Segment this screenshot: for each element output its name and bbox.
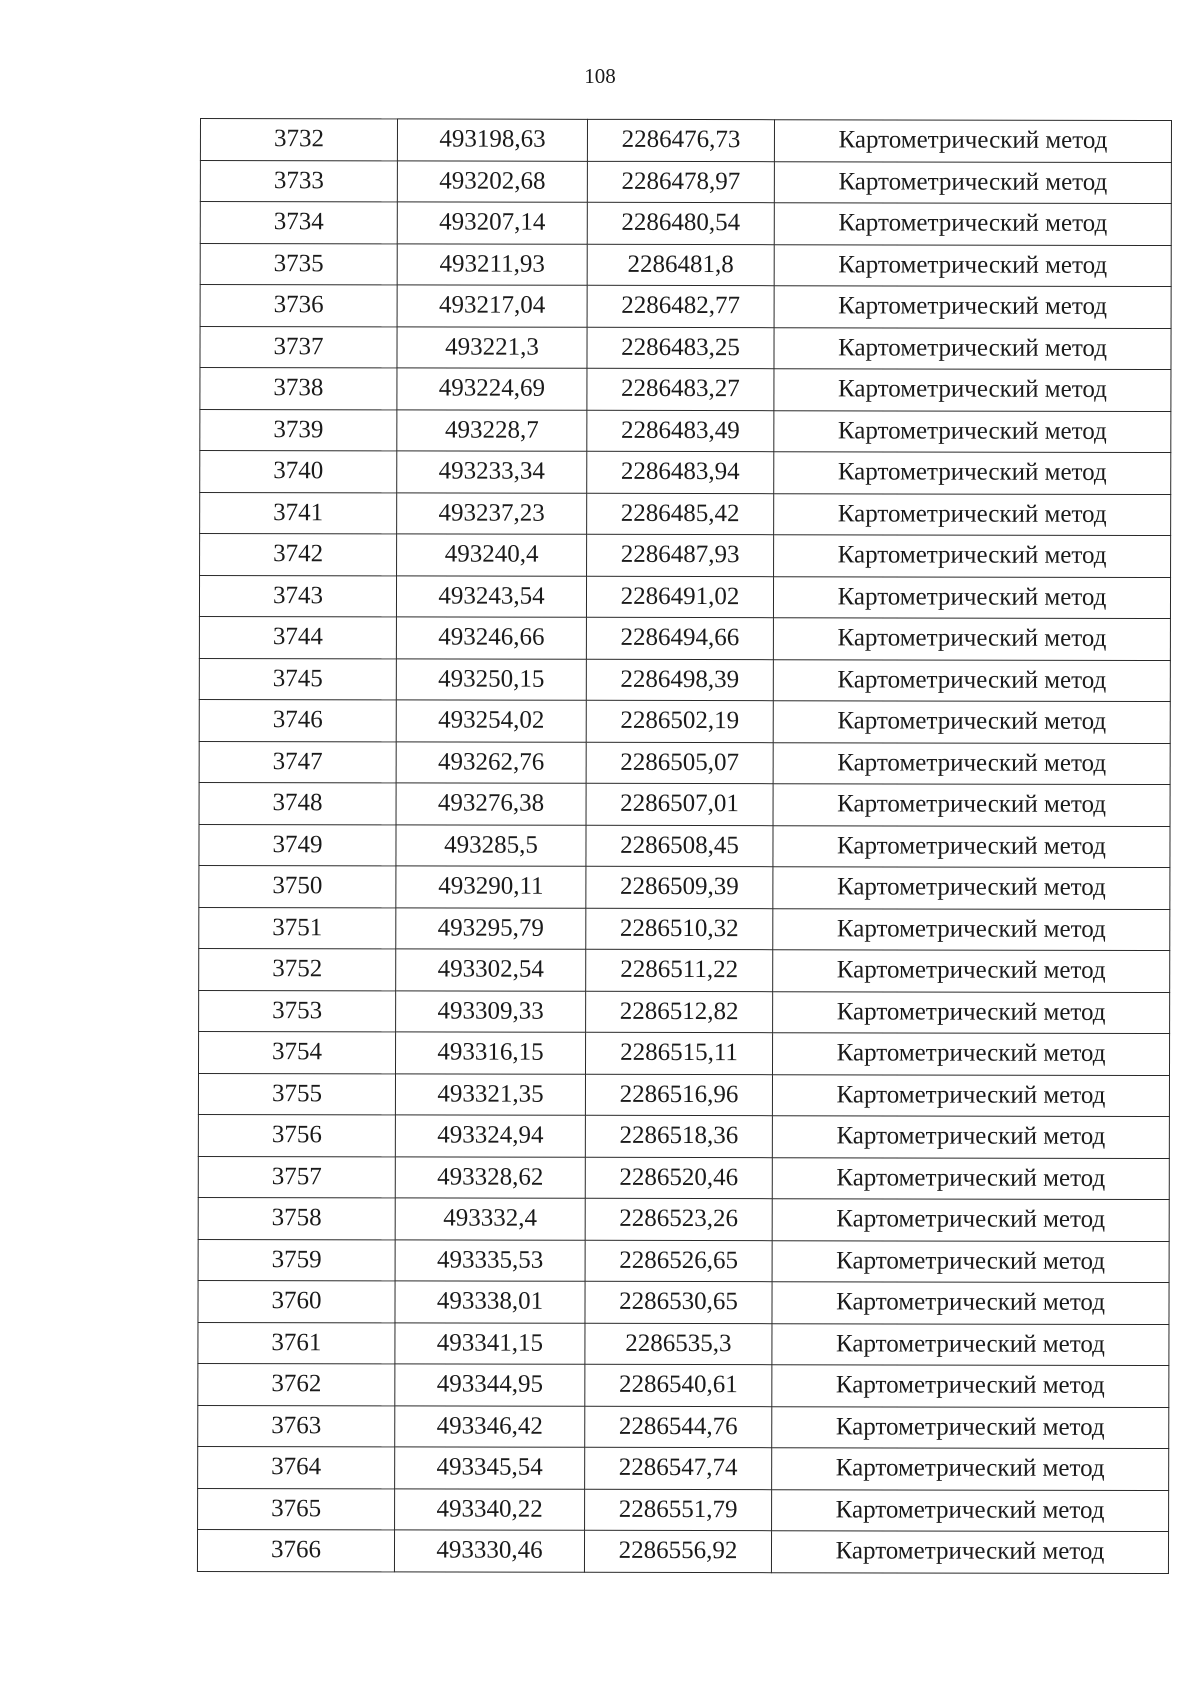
method-cell: Картометрический метод [773, 784, 1170, 826]
point-number-cell: 3743 [199, 575, 396, 617]
point-number-cell: 3756 [198, 1114, 395, 1156]
y-coordinate-cell: 2286494,66 [586, 617, 773, 659]
x-coordinate-cell: 493254,02 [396, 700, 586, 742]
method-cell: Картометрический метод [772, 1240, 1169, 1282]
point-number-cell: 3761 [198, 1322, 395, 1364]
x-coordinate-cell: 493228,7 [397, 409, 587, 451]
table-row [199, 741, 1170, 785]
y-coordinate-cell: 2286476,73 [587, 119, 774, 161]
method-cell: Картометрический метод [773, 825, 1170, 867]
point-number-cell: 3735 [200, 243, 397, 285]
x-coordinate-cell: 493202,68 [397, 160, 587, 202]
point-number-cell: 3738 [200, 368, 397, 410]
method-cell: Картометрический метод [771, 1531, 1168, 1573]
table-row [198, 1322, 1169, 1366]
table-row [200, 202, 1171, 246]
table-row [199, 907, 1170, 951]
table-row [200, 492, 1171, 536]
method-cell: Картометрический метод [774, 203, 1171, 245]
method-cell: Картометрический метод [772, 1489, 1169, 1531]
x-coordinate-cell: 493246,66 [396, 617, 586, 659]
x-coordinate-cell: 493285,5 [396, 824, 586, 866]
x-coordinate-cell: 493302,54 [396, 949, 586, 991]
y-coordinate-cell: 2286535,3 [585, 1323, 772, 1365]
point-number-cell: 3765 [198, 1488, 395, 1530]
x-coordinate-cell: 493340,22 [395, 1488, 585, 1530]
method-cell: Картометрический метод [773, 991, 1170, 1033]
method-cell: Картометрический метод [774, 493, 1171, 535]
table-row [199, 824, 1170, 868]
x-coordinate-cell: 493346,42 [395, 1405, 585, 1447]
table-row [198, 1239, 1169, 1283]
y-coordinate-cell: 2286483,25 [587, 327, 774, 369]
x-coordinate-cell: 493243,54 [396, 575, 586, 617]
y-coordinate-cell: 2286512,82 [586, 991, 773, 1033]
y-coordinate-cell: 2286508,45 [586, 825, 773, 867]
table-row [199, 865, 1170, 909]
method-cell: Картометрический метод [772, 1199, 1169, 1241]
point-number-cell: 3748 [199, 782, 396, 824]
method-cell: Картометрический метод [774, 452, 1171, 494]
x-coordinate-cell: 493262,76 [396, 741, 586, 783]
y-coordinate-cell: 2286544,76 [585, 1406, 772, 1448]
method-cell: Картометрический метод [772, 1448, 1169, 1490]
point-number-cell: 3741 [200, 492, 397, 534]
method-cell: Картометрический метод [774, 327, 1171, 369]
y-coordinate-cell: 2286502,19 [586, 700, 773, 742]
table-row [200, 368, 1171, 412]
point-number-cell: 3762 [198, 1363, 395, 1405]
method-cell: Картометрический метод [773, 950, 1170, 992]
x-coordinate-cell: 493344,95 [395, 1364, 585, 1406]
x-coordinate-cell: 493240,4 [397, 534, 587, 576]
y-coordinate-cell: 2286483,49 [587, 410, 774, 452]
y-coordinate-cell: 2286511,22 [586, 949, 773, 991]
point-number-cell: 3764 [198, 1446, 395, 1488]
y-coordinate-cell: 2286483,94 [587, 451, 774, 493]
table-row [198, 1031, 1169, 1075]
y-coordinate-cell: 2286551,79 [585, 1489, 772, 1531]
point-number-cell: 3751 [199, 907, 396, 949]
point-number-cell: 3739 [200, 409, 397, 451]
x-coordinate-cell: 493290,11 [396, 866, 586, 908]
point-number-cell: 3766 [197, 1529, 394, 1571]
x-coordinate-cell: 493207,14 [397, 202, 587, 244]
y-coordinate-cell: 2286556,92 [584, 1530, 771, 1572]
point-number-cell: 3733 [200, 160, 397, 202]
y-coordinate-cell: 2286485,42 [587, 493, 774, 535]
table-row [200, 409, 1171, 453]
method-cell: Картометрический метод [773, 576, 1170, 618]
method-cell: Картометрический метод [772, 1157, 1169, 1199]
y-coordinate-cell: 2286510,32 [586, 908, 773, 950]
table-row [200, 119, 1171, 163]
point-number-cell: 3749 [199, 824, 396, 866]
x-coordinate-cell: 493338,01 [395, 1281, 585, 1323]
y-coordinate-cell: 2286515,11 [585, 1032, 772, 1074]
x-coordinate-cell: 493332,4 [395, 1198, 585, 1240]
method-cell: Картометрический метод [774, 120, 1171, 162]
table-row [200, 451, 1171, 495]
table-row [198, 1156, 1169, 1200]
table-row [199, 699, 1170, 743]
table-row [200, 326, 1171, 370]
y-coordinate-cell: 2286518,36 [585, 1115, 772, 1157]
point-number-cell: 3753 [199, 990, 396, 1032]
x-coordinate-cell: 493328,62 [395, 1156, 585, 1198]
point-number-cell: 3750 [199, 865, 396, 907]
method-cell: Картометрический метод [772, 1074, 1169, 1116]
table-row [200, 243, 1171, 287]
point-number-cell: 3760 [198, 1280, 395, 1322]
y-coordinate-cell: 2286547,74 [585, 1447, 772, 1489]
point-number-cell: 3752 [199, 948, 396, 990]
method-cell: Картометрический метод [772, 1406, 1169, 1448]
y-coordinate-cell: 2286530,65 [585, 1281, 772, 1323]
method-cell: Картометрический метод [772, 1116, 1169, 1158]
point-number-cell: 3737 [200, 326, 397, 368]
x-coordinate-cell: 493341,15 [395, 1322, 585, 1364]
table-row [198, 1280, 1169, 1324]
method-cell: Картометрический метод [772, 1323, 1169, 1365]
method-cell: Картометрический метод [773, 867, 1170, 909]
x-coordinate-cell: 493237,23 [397, 492, 587, 534]
y-coordinate-cell: 2286498,39 [586, 659, 773, 701]
method-cell: Картометрический метод [774, 286, 1171, 328]
method-cell: Картометрический метод [772, 1282, 1169, 1324]
point-number-cell: 3763 [198, 1405, 395, 1447]
method-cell: Картометрический метод [773, 742, 1170, 784]
coordinates-table-body [197, 119, 1171, 1574]
table-row [199, 658, 1170, 702]
point-number-cell: 3742 [200, 534, 397, 576]
table-row [198, 1073, 1169, 1117]
table-row [198, 1405, 1169, 1449]
point-number-cell: 3744 [199, 616, 396, 658]
table-row [199, 616, 1170, 660]
table-row [199, 948, 1170, 992]
point-number-cell: 3747 [199, 741, 396, 783]
y-coordinate-cell: 2286481,8 [587, 244, 774, 286]
x-coordinate-cell: 493330,46 [394, 1530, 584, 1572]
x-coordinate-cell: 493295,79 [396, 907, 586, 949]
x-coordinate-cell: 493321,35 [395, 1073, 585, 1115]
table-row [199, 782, 1170, 826]
point-number-cell: 3746 [199, 699, 396, 741]
method-cell: Картометрический метод [774, 535, 1171, 577]
page-number: 108 [584, 64, 616, 88]
x-coordinate-cell: 493217,04 [397, 285, 587, 327]
point-number-cell: 3734 [200, 202, 397, 244]
y-coordinate-cell: 2286483,27 [587, 368, 774, 410]
y-coordinate-cell: 2286505,07 [586, 742, 773, 784]
x-coordinate-cell: 493221,3 [397, 326, 587, 368]
method-cell: Картометрический метод [774, 161, 1171, 203]
y-coordinate-cell: 2286516,96 [585, 1074, 772, 1116]
x-coordinate-cell: 493324,94 [395, 1115, 585, 1157]
x-coordinate-cell: 493224,69 [397, 368, 587, 410]
point-number-cell: 3740 [200, 451, 397, 493]
table-row [198, 1114, 1169, 1158]
x-coordinate-cell: 493233,34 [397, 451, 587, 493]
point-number-cell: 3754 [198, 1031, 395, 1073]
x-coordinate-cell: 493250,15 [396, 658, 586, 700]
method-cell: Картометрический метод [773, 618, 1170, 660]
x-coordinate-cell: 493345,54 [395, 1447, 585, 1489]
x-coordinate-cell: 493198,63 [397, 119, 587, 161]
method-cell: Картометрический метод [772, 1033, 1169, 1075]
y-coordinate-cell: 2286482,77 [587, 285, 774, 327]
y-coordinate-cell: 2286480,54 [587, 202, 774, 244]
y-coordinate-cell: 2286509,39 [586, 866, 773, 908]
table-row [198, 1197, 1169, 1241]
table-row [200, 160, 1171, 204]
x-coordinate-cell: 493335,53 [395, 1239, 585, 1281]
point-number-cell: 3758 [198, 1197, 395, 1239]
method-cell: Картометрический метод [773, 659, 1170, 701]
y-coordinate-cell: 2286478,97 [587, 161, 774, 203]
point-number-cell: 3745 [199, 658, 396, 700]
table-row [200, 285, 1171, 329]
table-row [200, 534, 1171, 578]
table-row [199, 575, 1170, 619]
y-coordinate-cell: 2286491,02 [586, 576, 773, 618]
table-row [197, 1529, 1168, 1573]
table-row [198, 1488, 1169, 1532]
x-coordinate-cell: 493309,33 [396, 990, 586, 1032]
method-cell: Картометрический метод [774, 410, 1171, 452]
point-number-cell: 3732 [200, 119, 397, 161]
x-coordinate-cell: 493316,15 [395, 1032, 585, 1074]
y-coordinate-cell: 2286526,65 [585, 1240, 772, 1282]
table-row [198, 1446, 1169, 1490]
point-number-cell: 3759 [198, 1239, 395, 1281]
table-row [199, 990, 1170, 1034]
method-cell: Картометрический метод [772, 1365, 1169, 1407]
y-coordinate-cell: 2286523,26 [585, 1198, 772, 1240]
coordinates-table [197, 118, 1172, 1574]
point-number-cell: 3736 [200, 285, 397, 327]
table-row [198, 1363, 1169, 1407]
method-cell: Картометрический метод [774, 369, 1171, 411]
x-coordinate-cell: 493276,38 [396, 783, 586, 825]
point-number-cell: 3757 [198, 1156, 395, 1198]
method-cell: Картометрический метод [774, 244, 1171, 286]
y-coordinate-cell: 2286520,46 [585, 1157, 772, 1199]
point-number-cell: 3755 [198, 1073, 395, 1115]
y-coordinate-cell: 2286540,61 [585, 1364, 772, 1406]
method-cell: Картометрический метод [773, 908, 1170, 950]
x-coordinate-cell: 493211,93 [397, 243, 587, 285]
y-coordinate-cell: 2286487,93 [587, 534, 774, 576]
method-cell: Картометрический метод [773, 701, 1170, 743]
y-coordinate-cell: 2286507,01 [586, 783, 773, 825]
